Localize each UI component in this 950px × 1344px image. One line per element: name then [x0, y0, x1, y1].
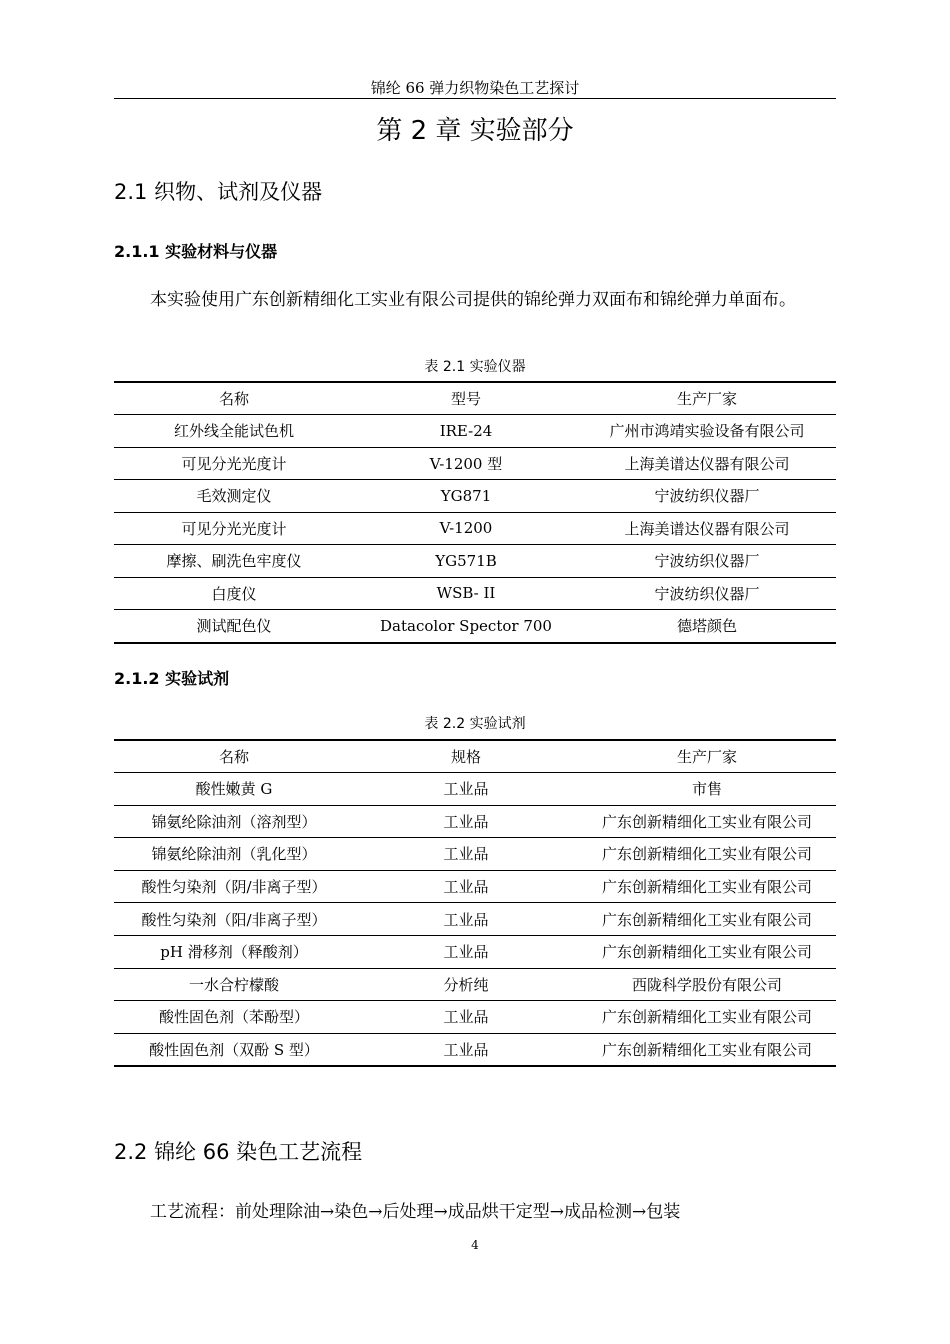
table-cell: 宁波纺织仪器厂: [578, 577, 836, 610]
table-cell: 测试配色仪: [114, 610, 354, 643]
table-cell: 分析纯: [354, 968, 578, 1001]
table-cell: 红外线全能试色机: [114, 415, 354, 448]
table-row: [114, 935, 836, 968]
table-cell: 一水合柠檬酸: [114, 968, 354, 1001]
column-header: 生产厂家: [578, 382, 836, 415]
table-cell: 广东创新精细化工实业有限公司: [578, 903, 836, 936]
section-2-2-heading: 2.2 锦纶 66 染色工艺流程: [114, 1140, 363, 1164]
table-cell: 德塔颜色: [578, 610, 836, 643]
table-row: [114, 415, 836, 448]
reagents-table: [114, 739, 836, 1067]
table-cell: 上海美谱达仪器有限公司: [578, 447, 836, 480]
table-cell: 毛效测定仪: [114, 480, 354, 513]
table-cell: 白度仪: [114, 577, 354, 610]
table-cell: 可见分光光度计: [114, 447, 354, 480]
table-cell: V-1200: [354, 512, 578, 545]
table-cell: 酸性匀染剂（阳/非离子型）: [114, 903, 354, 936]
table-cell: 广东创新精细化工实业有限公司: [578, 1001, 836, 1034]
table-cell: 摩擦、刷洗色牢度仪: [114, 545, 354, 578]
table-row: [114, 545, 836, 578]
running-header: 锦纶 66 弹力织物染色工艺探讨: [370, 79, 580, 97]
table-cell: 工业品: [354, 903, 578, 936]
table-cell: 酸性嫩黄 G: [114, 773, 354, 806]
column-header: 生产厂家: [578, 740, 836, 773]
table-cell: 广东创新精细化工实业有限公司: [578, 870, 836, 903]
process-flow-text: 工艺流程：前处理除油→染色→后处理→成品烘干定型→成品检测→包装: [150, 1202, 681, 1222]
table-cell: 上海美谱达仪器有限公司: [578, 512, 836, 545]
table-row: [114, 512, 836, 545]
table-cell: 工业品: [354, 935, 578, 968]
page-number: 4: [471, 1238, 479, 1252]
table-row: [114, 838, 836, 871]
table-cell: 工业品: [354, 773, 578, 806]
table-row: [114, 805, 836, 838]
table-row: [114, 577, 836, 610]
column-header: 名称: [114, 382, 354, 415]
section-2-1-2-heading: 2.1.2 实验试剂: [114, 669, 230, 688]
table-cell: 酸性固色剂（双酚 S 型）: [114, 1033, 354, 1066]
table-row: [114, 968, 836, 1001]
column-header: 型号: [354, 382, 578, 415]
column-header: 名称: [114, 740, 354, 773]
table-cell: 酸性匀染剂（阴/非离子型）: [114, 870, 354, 903]
table-cell: pH 滑移剂（释酸剂）: [114, 935, 354, 968]
table-row: [114, 1033, 836, 1066]
table-2-caption: 表 2.2 实验试剂: [424, 716, 526, 732]
table-row: [114, 870, 836, 903]
table-row: [114, 610, 836, 643]
table-cell: 工业品: [354, 1001, 578, 1034]
table-cell: 工业品: [354, 870, 578, 903]
table-row: [114, 480, 836, 513]
table-cell: 广东创新精细化工实业有限公司: [578, 805, 836, 838]
table-cell: 广东创新精细化工实业有限公司: [578, 935, 836, 968]
section-2-1-heading: 2.1 织物、试剂及仪器: [114, 180, 323, 204]
table-row: [114, 773, 836, 806]
table-header-row: [114, 382, 836, 415]
table-cell: 酸性固色剂（苯酚型）: [114, 1001, 354, 1034]
table-cell: 宁波纺织仪器厂: [578, 545, 836, 578]
table-cell: IRE-24: [354, 415, 578, 448]
table-cell: V-1200 型: [354, 447, 578, 480]
table-cell: YG571B: [354, 545, 578, 578]
table-cell: 锦氨纶除油剂（溶剂型）: [114, 805, 354, 838]
column-header: 规格: [354, 740, 578, 773]
table-cell: 工业品: [354, 838, 578, 871]
table-cell: 广州市鸿靖实验设备有限公司: [578, 415, 836, 448]
table-row: [114, 1001, 836, 1034]
table-1-caption: 表 2.1 实验仪器: [424, 359, 526, 375]
intro-paragraph: 本实验使用广东创新精细化工实业有限公司提供的锦纶弹力双面布和锦纶弹力单面布。: [150, 290, 796, 310]
table-cell: 工业品: [354, 805, 578, 838]
table-cell: YG871: [354, 480, 578, 513]
table-cell: Datacolor Spector 700: [354, 610, 578, 643]
table-cell: 宁波纺织仪器厂: [578, 480, 836, 513]
table-cell: 工业品: [354, 1033, 578, 1066]
table-cell: 西陇科学股份有限公司: [578, 968, 836, 1001]
table-cell: 广东创新精细化工实业有限公司: [578, 838, 836, 871]
table-cell: WSB- II: [354, 577, 578, 610]
table-row: [114, 903, 836, 936]
chapter-title: 第 2 章 实验部分: [376, 116, 574, 146]
table-header-row: [114, 740, 836, 773]
table-cell: 广东创新精细化工实业有限公司: [578, 1033, 836, 1066]
table-cell: 可见分光光度计: [114, 512, 354, 545]
section-2-1-1-heading: 2.1.1 实验材料与仪器: [114, 242, 278, 261]
table-cell: 市售: [578, 773, 836, 806]
instruments-table: [114, 381, 836, 644]
header-rule: [114, 98, 836, 99]
table-cell: 锦氨纶除油剂（乳化型）: [114, 838, 354, 871]
table-row: [114, 447, 836, 480]
